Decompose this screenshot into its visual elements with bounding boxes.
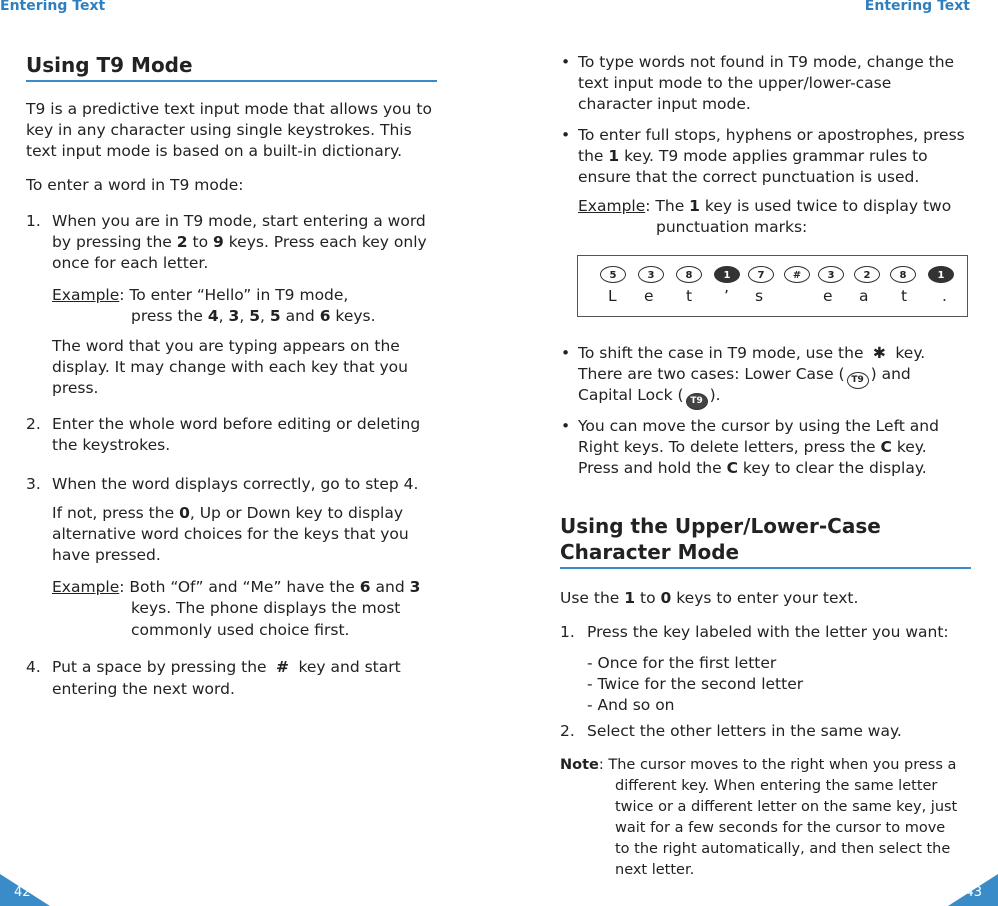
key-letter: t	[901, 287, 908, 305]
key-3-icon: 3	[818, 266, 844, 283]
star-key-icon: ✱	[872, 344, 886, 362]
note-line: different key. When entering the same letter	[615, 778, 938, 794]
step-number: 1.	[26, 212, 41, 230]
s1-list-item: - And so on	[587, 696, 675, 714]
s1-list-item: - Once for the first letter	[587, 654, 777, 672]
b3-line: Capital Lock ( T9 ).	[578, 385, 721, 410]
example2-line: commonly used choice first.	[131, 621, 350, 639]
key-sequence-box	[577, 255, 968, 317]
intro-line: key in any character using single keystrokes. This	[26, 121, 412, 139]
key-letter: e	[644, 287, 654, 305]
b3-line: To shift the case in T9 mode, use the ✱ key.	[578, 344, 926, 362]
step4-line: entering the next word.	[52, 680, 235, 698]
key-8-icon: 8	[890, 266, 916, 283]
step2-line: the keystrokes.	[52, 436, 171, 454]
key-hash-icon: #	[784, 266, 810, 283]
capital-lock-icon: T9	[686, 393, 708, 410]
step-number: 1.	[560, 623, 575, 641]
key-letter: e	[823, 287, 833, 305]
bullet: •	[561, 344, 571, 362]
lower-case-icon: T9	[847, 372, 869, 389]
bullet: •	[561, 53, 571, 71]
note-label: Note	[560, 757, 599, 773]
s1-list-item: - Twice for the second letter	[587, 675, 804, 693]
b4-line: You can move the cursor by using the Left and	[578, 417, 939, 435]
key-letter: a	[859, 287, 869, 305]
step-number: 2.	[26, 415, 41, 433]
b1-line: To type words not found in T9 mode, change the	[578, 53, 955, 71]
b4-line: Right keys. To delete letters, press the C key.	[578, 438, 927, 456]
key-letter: .	[942, 287, 947, 305]
header-right: Entering Text	[864, 0, 970, 14]
bullet: •	[561, 417, 571, 435]
example-label: Example	[52, 286, 120, 304]
step3-line: alternative word choices for the keys that you	[52, 525, 409, 543]
step3-line: have pressed.	[52, 546, 161, 564]
s1-line: Press the key labeled with the letter you want:	[587, 623, 949, 641]
key-letter: s	[755, 287, 764, 305]
section-rule	[26, 80, 437, 82]
use-keys-line: Use the 1 to 0 keys to enter your text.	[560, 589, 859, 607]
key-2-icon: 2	[854, 266, 880, 283]
example3: Example: The 1 key is used twice to display two	[578, 197, 952, 215]
step3-if: If not, press the 0, Up or Down key to display	[52, 504, 404, 522]
page-number-left: 42	[14, 885, 31, 900]
note-line: to the right automatically, and then select the	[615, 841, 951, 857]
example2-line: keys. The phone displays the most	[131, 599, 401, 617]
note-line: wait for a few seconds for the cursor to move	[615, 820, 946, 836]
example-label: Example	[578, 197, 646, 215]
step-number: 4.	[26, 658, 41, 676]
intro-line: text input mode is based on a built-in dictionary.	[26, 142, 403, 160]
key-letter: L	[608, 287, 617, 305]
step-number: 3.	[26, 475, 41, 493]
b3-line: There are two cases: Lower Case ( T9 ) and	[578, 364, 911, 389]
key-letter: t	[686, 287, 693, 305]
step1-line: When you are in T9 mode, start entering a word	[52, 212, 426, 230]
step4-line: Put a space by pressing the # key and start	[52, 658, 401, 676]
s2-line: Select the other letters in the same way.	[587, 722, 902, 740]
b1-line: character input mode.	[578, 95, 751, 113]
bullet: •	[561, 126, 571, 144]
to-enter-text: To enter a word in T9 mode:	[26, 176, 244, 194]
step1-note: display. It may change with each key that you	[52, 358, 408, 376]
key-5-icon: 5	[600, 266, 626, 283]
b2-line: To enter full stops, hyphens or apostrophes, press	[578, 126, 965, 144]
key-3-icon: 3	[638, 266, 664, 283]
note-line: twice or a different letter on the same key, just	[615, 799, 958, 815]
step2-line: Enter the whole word before editing or deleting	[52, 415, 421, 433]
b1-line: text input mode to the upper/lower-case	[578, 74, 892, 92]
note-line: Note: The cursor moves to the right when you press a	[560, 757, 957, 773]
intro-line: T9 is a predictive text input mode that allows you to	[26, 100, 432, 118]
step1-line: by pressing the 2 to 9 keys. Press each key only	[52, 233, 427, 251]
b2-line: the 1 key. T9 mode applies grammar rules to	[578, 147, 928, 165]
section-title-case: Character Mode	[560, 540, 740, 564]
key-7-icon: 7	[748, 266, 774, 283]
example3-line: punctuation marks:	[656, 218, 808, 236]
step3-line: When the word displays correctly, go to step 4.	[52, 475, 419, 493]
key-1-icon: 1	[714, 266, 740, 283]
step1-line: once for each letter.	[52, 254, 209, 272]
section-title-case: Using the Upper/Lower-Case	[560, 514, 881, 538]
key-1-icon: 1	[928, 266, 954, 283]
section-title-t9: Using T9 Mode	[26, 53, 193, 77]
note-line: next letter.	[615, 862, 695, 878]
section-rule	[560, 567, 971, 569]
example2: Example: Both “Of” and “Me” have the 6 and 3	[52, 578, 421, 596]
step1-note: The word that you are typing appears on the	[52, 337, 400, 355]
example1: Example: To enter “Hello” in T9 mode,	[52, 286, 349, 304]
step-number: 2.	[560, 722, 575, 740]
step1-note: press.	[52, 379, 99, 397]
hash-key-icon: #	[276, 658, 289, 676]
b2-line: ensure that the correct punctuation is used.	[578, 168, 920, 186]
key-8-icon: 8	[676, 266, 702, 283]
b4-line: Press and hold the C key to clear the display.	[578, 459, 927, 477]
page-number-right: 43	[965, 885, 982, 900]
header-left: Entering Text	[0, 0, 106, 14]
key-letter: ’	[724, 287, 729, 305]
example-label: Example	[52, 578, 120, 596]
example1-keys: press the 4, 3, 5, 5 and 6 keys.	[131, 307, 376, 325]
